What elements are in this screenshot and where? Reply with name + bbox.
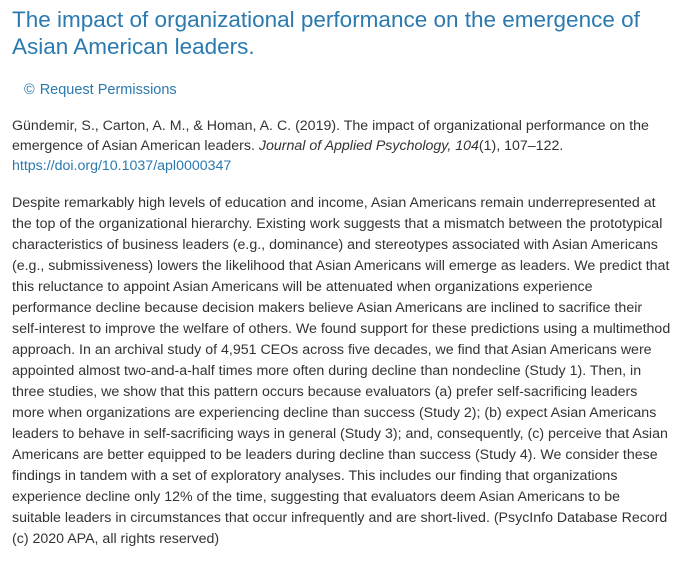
citation-authors: Gündemir, S., Carton, A. M., & Homan, A. C. (2019). (12, 118, 344, 134)
citation-journal: Journal of Applied Psychology, 104 (258, 138, 479, 154)
doi-link[interactable]: https://doi.org/10.1037/apl0000347 (12, 158, 232, 174)
copyright-icon: © (24, 82, 35, 98)
citation-issue: (1), 107–122. (478, 138, 564, 154)
citation (12, 116, 668, 176)
abstract: Despite remarkably high levels of education and income, Asian Americans remain underrepresented at the top of the organizational hierarchy. Existing work suggests that a mismatch between the prototypical characteristics of business leaders (e.g., dominance) and stereotypes associated with Asian Americans (e.g., submissiveness) lowers the likelihood that Asian Americans will emerge as leaders. We predict that this reluctance to appoint Asian Americans will be attenuated when organizations experience performance decline because decision makers believe Asian Americans are inclined to sacrifice their self-interest to improve the welfare of others. We found support for these predictions using a multimethod approach. In an archival study of 4,951 CEOs across five decades, we find that Asian Americans were appointed almost two-and-a-half times more often during decline than nondecline (Study 1). Then, in three studies, we show that this pattern occurs because evaluators (a) prefer self-sacrificing leaders more when organizations are experiencing decline than success (Study 2); (b) expect Asian Americans leaders to behave in self-sacrificing ways in general (Study 3); and, consequently, (c) perceive that Asian Americans are better equipped to be leaders during decline than success (Study 4). We consider these findings in tandem with a set of exploratory analyses. This includes our finding that organizations experience decline only 12% of the time, suggesting that evaluators deem Asian Americans to be suitable leaders in circumstances that occur infrequently and are short-lived. (PsycInfo Database Record (c) 2020 APA, all rights reserved) (12, 195, 671, 547)
request-permissions-label: Request Permissions (39, 82, 177, 98)
request-permissions-link[interactable] (12, 81, 668, 99)
article-title: The impact of organizational performance on the emergence of Asian American leaders. (12, 7, 640, 59)
citation-title: The impact of organizational performance on the emergence of Asian American leaders. (12, 118, 649, 154)
